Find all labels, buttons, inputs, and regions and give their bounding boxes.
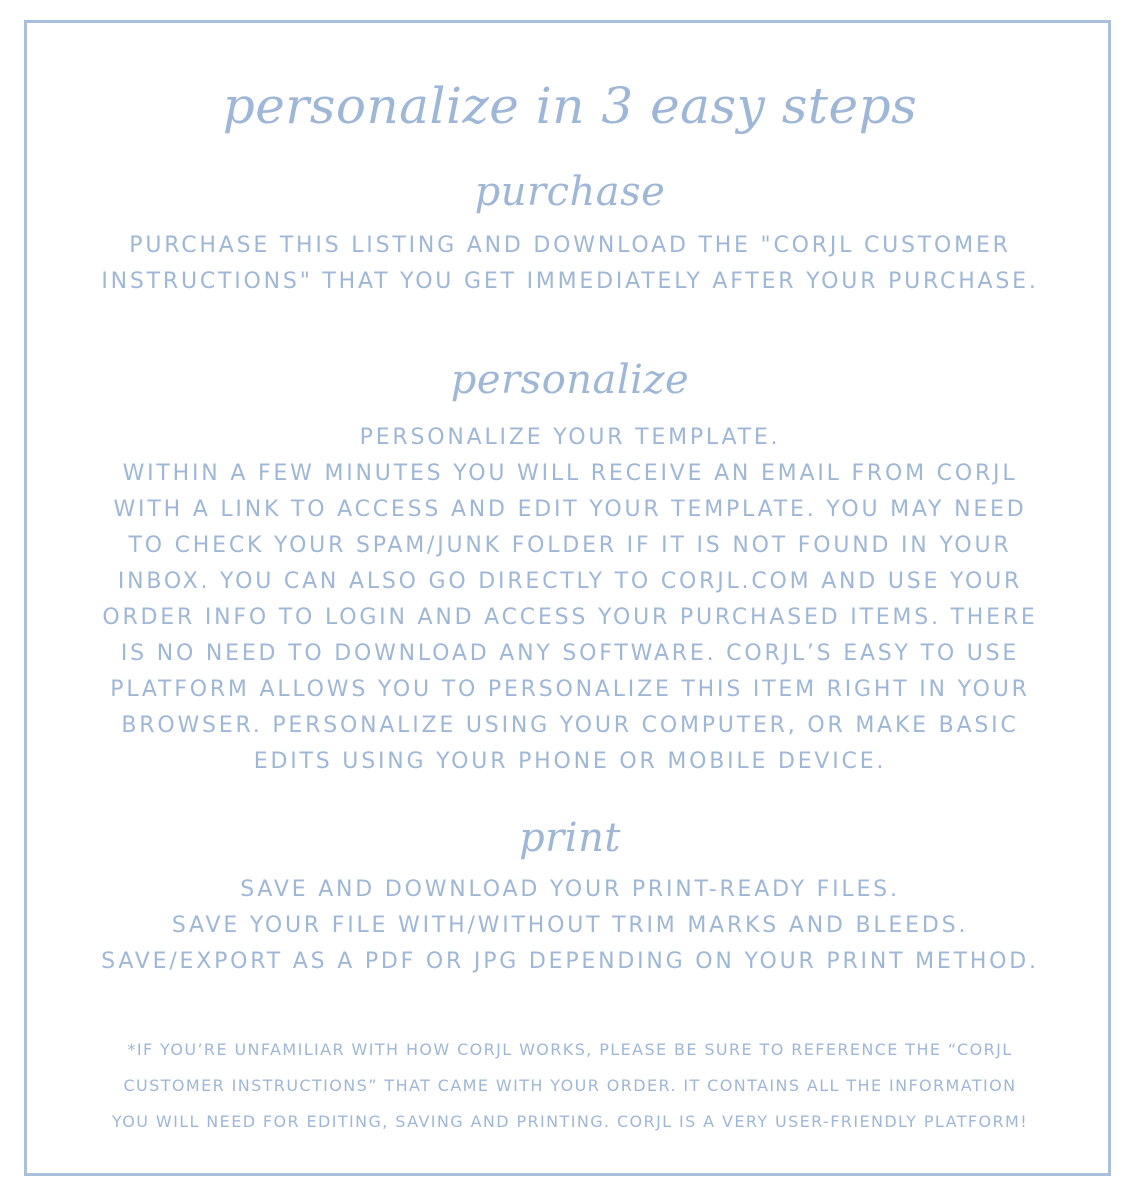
step-body-purchase bbox=[0, 228, 1140, 300]
body-line: PURCHASE THIS LISTING AND DOWNLOAD THE "CORJL CUSTOMER bbox=[129, 233, 1011, 258]
body-line: BROWSER. PERSONALIZE USING YOUR COMPUTER, OR MAKE BASIC bbox=[121, 713, 1019, 738]
body-line: PERSONALIZE YOUR TEMPLATE. bbox=[359, 425, 781, 450]
step-body-personalize bbox=[0, 420, 1140, 780]
body-line: PLATFORM ALLOWS YOU TO PERSONALIZE THIS ITEM RIGHT IN YOUR bbox=[110, 677, 1030, 702]
footnote-line: *IF YOU’RE UNFAMILIAR WITH HOW CORJL WORKS, PLEASE BE SURE TO REFERENCE THE “CORJL bbox=[127, 1040, 1013, 1059]
body-line: SAVE/EXPORT AS A PDF OR JPG DEPENDING ON YOUR PRINT METHOD. bbox=[101, 949, 1039, 974]
footnote-line: CUSTOMER INSTRUCTIONS” THAT CAME WITH YOUR ORDER. IT CONTAINS ALL THE INFORMATION bbox=[123, 1076, 1017, 1095]
page-headline: personalize in 3 easy steps bbox=[222, 77, 918, 135]
body-line: INBOX. YOU CAN ALSO GO DIRECTLY TO CORJL.COM AND USE YOUR bbox=[117, 569, 1023, 594]
body-line: TO CHECK YOUR SPAM/JUNK FOLDER IF IT IS NOT FOUND IN YOUR bbox=[128, 533, 1012, 558]
step-title-print: print bbox=[519, 815, 621, 861]
body-line: SAVE YOUR FILE WITH/WITHOUT TRIM MARKS AND BLEEDS. bbox=[171, 913, 969, 938]
body-line: IS NO NEED TO DOWNLOAD ANY SOFTWARE. CORJL’S EASY TO USE bbox=[120, 641, 1020, 666]
step-body-print bbox=[0, 872, 1140, 980]
body-line: WITHIN A FEW MINUTES YOU WILL RECEIVE AN EMAIL FROM CORJL bbox=[122, 461, 1018, 486]
footnote bbox=[0, 1032, 1140, 1140]
step-title-purchase: purchase bbox=[474, 169, 666, 215]
step-title-personalize: personalize bbox=[450, 357, 690, 403]
body-line: WITH A LINK TO ACCESS AND EDIT YOUR TEMPLATE. YOU MAY NEED bbox=[113, 497, 1027, 522]
body-line: INSTRUCTIONS" THAT YOU GET IMMEDIATELY AFTER YOUR PURCHASE. bbox=[101, 269, 1039, 294]
body-line: EDITS USING YOUR PHONE OR MOBILE DEVICE. bbox=[253, 749, 887, 774]
footnote-line: YOU WILL NEED FOR EDITING, SAVING AND PRINTING. CORJL IS A VERY USER-FRIENDLY PLATFORM! bbox=[111, 1112, 1029, 1131]
body-line: ORDER INFO TO LOGIN AND ACCESS YOUR PURCHASED ITEMS. THERE bbox=[102, 605, 1038, 630]
body-line: SAVE AND DOWNLOAD YOUR PRINT-READY FILES. bbox=[240, 877, 900, 902]
